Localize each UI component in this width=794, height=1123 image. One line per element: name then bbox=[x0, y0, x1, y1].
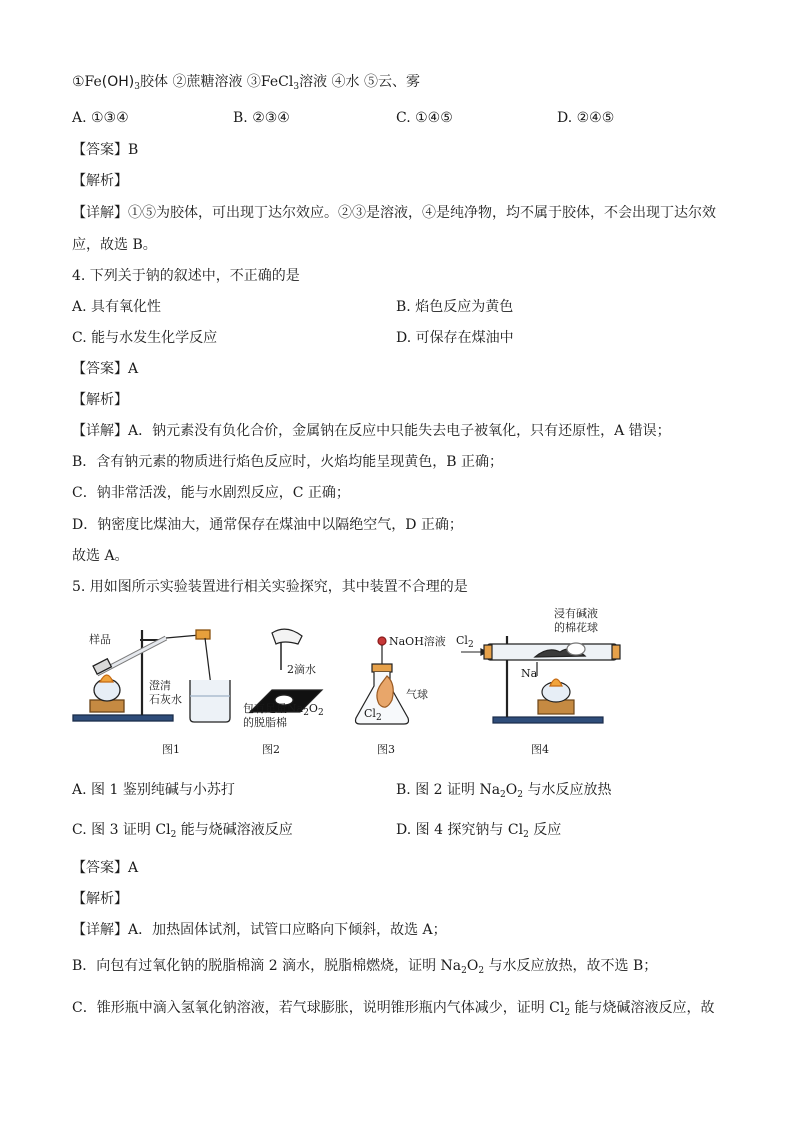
q4-detail-2: B．含有钠元素的物质进行焰色反应时，火焰均能呈现黄色，B 正确； bbox=[72, 454, 504, 470]
q5-option-c: C. 图 3 证明 $Cl_2$ 能与烧碱溶液反应 bbox=[72, 822, 293, 840]
q5-figures bbox=[0, 600, 794, 770]
q4-analysis: 【解析】 bbox=[72, 392, 128, 408]
q3-answer: 【答案】B bbox=[72, 142, 139, 158]
q4-option-a: A. 具有氧化性 bbox=[72, 299, 162, 315]
fig4-cotton-label-1: 浸有碱液 bbox=[554, 607, 598, 620]
q4-option-c: C. 能与水发生化学反应 bbox=[72, 330, 218, 346]
apparatus-illustration bbox=[0, 600, 794, 770]
fig4-na-label: Na bbox=[521, 667, 538, 680]
q5-option-a: A. 图 1 鉴别纯碱与小苏打 bbox=[72, 782, 235, 798]
q3-option-d: D. ②④⑤ bbox=[557, 110, 615, 126]
fig2-cotton-label-1: 包有足量$Na_2O_2$ bbox=[243, 702, 324, 718]
fig3-naoh-label: NaOH溶液 bbox=[389, 635, 446, 648]
q4-detail-1: 【详解】A．钠元素没有负化合价，金属钠在反应中只能失去电子被氧化，只有还原性，A 错误； bbox=[72, 423, 671, 439]
fig4-apparatus bbox=[461, 636, 620, 723]
q3-detail-2: 应，故选 B。 bbox=[72, 237, 157, 253]
q4-detail-5: 故选 A。 bbox=[72, 548, 129, 564]
q5-option-d: D. 图 4 探究钠与 $Cl_2$ 反应 bbox=[396, 822, 562, 840]
fig1-limewater-label-1: 澄清 bbox=[149, 679, 171, 692]
q4-stem: 4. 下列关于钠的叙述中，不正确的是 bbox=[72, 268, 300, 284]
q3-item-fe: ①Fe bbox=[72, 74, 102, 90]
q5-analysis: 【解析】 bbox=[72, 891, 128, 907]
q4-option-b: B. 焰色反应为黄色 bbox=[396, 299, 514, 315]
q5-option-b: B. 图 2 证明 $Na_2O_2$ 与水反应放热 bbox=[396, 782, 612, 800]
q3-option-a: A. ①③④ bbox=[72, 110, 129, 126]
q4-detail-4: D．钠密度比煤油大，通常保存在煤油中以隔绝空气，D 正确； bbox=[72, 517, 463, 533]
q5-detail-2: B．向包有过氧化钠的脱脂棉滴 2 滴水，脱脂棉燃烧，证明 $Na_2O_2$ 与水反应放热，故不选 B； bbox=[72, 958, 658, 976]
q5-detail-1: 【详解】A．加热固体试剂，试管口应略向下倾斜，故选 A； bbox=[72, 922, 447, 938]
fig3-cl2-label: $Cl_2$ bbox=[364, 707, 382, 723]
fig1-caption: 图1 bbox=[162, 743, 180, 756]
q3-items-mid: 胶体 ②蔗糖溶液 ③FeCl bbox=[140, 74, 294, 90]
q5-answer: 【答案】A bbox=[72, 860, 139, 876]
fig3-caption: 图3 bbox=[377, 743, 395, 756]
fig3-balloon-label: 气球 bbox=[406, 688, 428, 701]
fig2-caption: 图2 bbox=[262, 743, 280, 756]
q3-option-b: B. ②③④ bbox=[233, 110, 290, 126]
q3-analysis: 【解析】 bbox=[72, 173, 128, 189]
q3-oh: (OH) bbox=[101, 74, 135, 90]
q3-sub: 3 bbox=[134, 82, 141, 92]
fig1-sample-label: 样品 bbox=[89, 633, 111, 646]
fig2-water-label: 2滴水 bbox=[287, 663, 316, 676]
q3-detail-1: 【详解】①⑤为胶体，可出现丁达尔效应。②③是溶液，④是纯净物，均不属于胶体，不会出现丁达尔效 bbox=[72, 205, 716, 221]
fig1-limewater-label-2: 石灰水 bbox=[149, 693, 182, 706]
q3-sub-b: 3 bbox=[293, 82, 300, 92]
fig2-cotton-label-2: 的脱脂棉 bbox=[243, 716, 287, 729]
q4-option-d: D. 可保存在煤油中 bbox=[396, 330, 514, 346]
q3-option-c: C. ①④⑤ bbox=[396, 110, 453, 126]
fig4-caption: 图4 bbox=[531, 743, 549, 756]
fig4-cotton-label-2: 的棉花球 bbox=[554, 621, 598, 634]
fig4-cl2-label: $Cl_2$ bbox=[456, 634, 474, 650]
q4-answer: 【答案】A bbox=[72, 361, 139, 377]
q3-items-end: 溶液 ④水 ⑤云、雾 bbox=[299, 74, 420, 90]
q5-detail-3: C．锥形瓶中滴入氢氧化钠溶液，若气球膨胀，说明锥形瓶内气体减少，证明 $Cl_2$ 能与烧碱溶液反应，故 bbox=[72, 1000, 715, 1018]
q3-items bbox=[72, 72, 420, 97]
q4-detail-3: C．钠非常活泼，能与水剧烈反应，C 正确； bbox=[72, 485, 350, 501]
q5-stem: 5. 用如图所示实验装置进行相关实验探究，其中装置不合理的是 bbox=[72, 579, 468, 595]
